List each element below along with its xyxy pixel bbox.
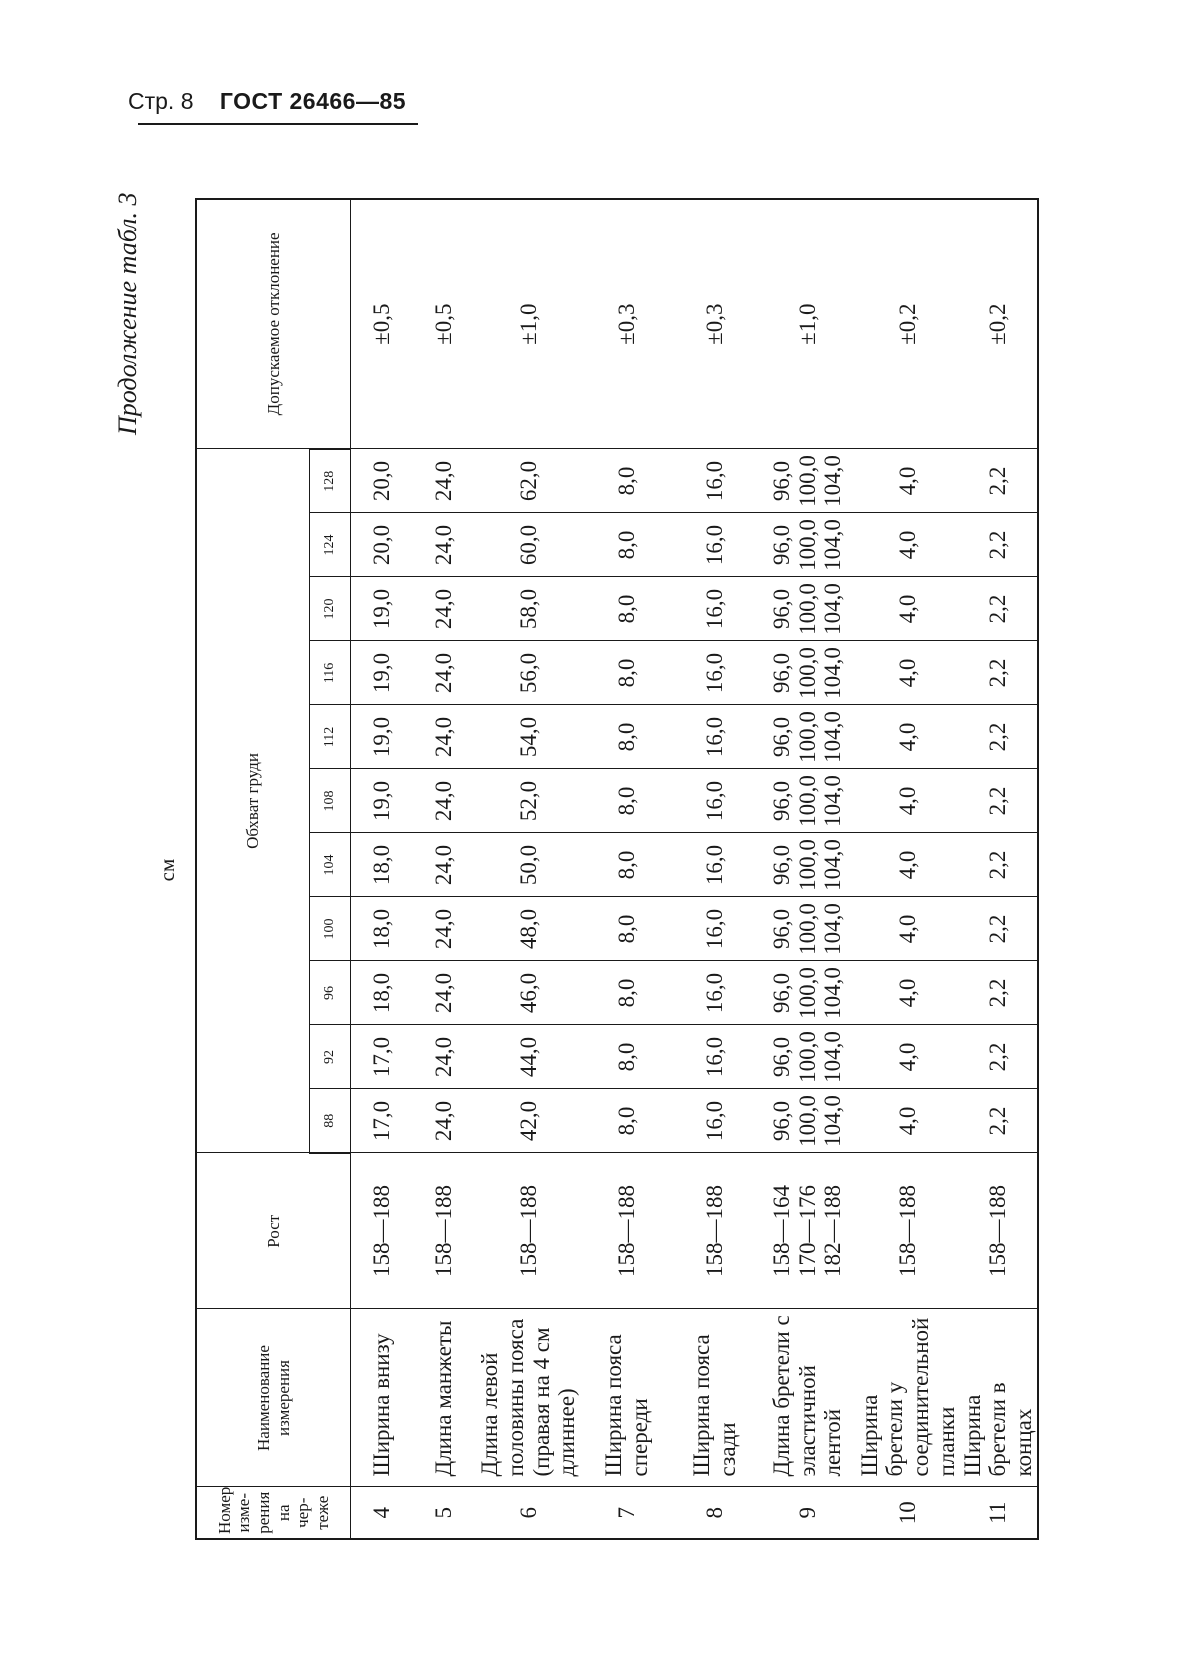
tolerance-value: ±0,3 (583, 199, 671, 449)
measurement-name: Ширина бретели в концах (960, 1309, 1038, 1487)
height-range: 158—164 170—176 182—188 (759, 1153, 857, 1309)
size-header: 120 (310, 577, 351, 641)
height-range: 158—188 (857, 1153, 960, 1309)
size-value: 2,2 (960, 833, 1038, 897)
size-value: 46,0 (475, 961, 583, 1025)
row-number: 4 (351, 1487, 413, 1539)
col-header-height: Рост (196, 1153, 351, 1309)
size-value: 2,2 (960, 961, 1038, 1025)
size-header: 108 (310, 769, 351, 833)
size-value: 56,0 (475, 641, 583, 705)
size-value: 16,0 (671, 449, 759, 513)
size-value: 96,0 100,0 104,0 (759, 833, 857, 897)
size-value: 4,0 (857, 769, 960, 833)
size-value: 4,0 (857, 641, 960, 705)
size-value: 8,0 (583, 897, 671, 961)
size-value: 4,0 (857, 897, 960, 961)
size-value: 24,0 (413, 1089, 475, 1153)
tolerance-value: ±0,2 (857, 199, 960, 449)
size-value: 18,0 (351, 897, 413, 961)
table-caption: Продолжение табл. 3 (113, 192, 142, 435)
size-value: 96,0 100,0 104,0 (759, 641, 857, 705)
size-value: 18,0 (351, 961, 413, 1025)
size-value: 44,0 (475, 1025, 583, 1089)
size-value: 16,0 (671, 833, 759, 897)
size-value: 96,0 100,0 104,0 (759, 1089, 857, 1153)
tolerance-value: ±1,0 (759, 199, 857, 449)
table-row (960, 199, 1038, 1539)
size-value: 60,0 (475, 513, 583, 577)
size-value: 19,0 (351, 641, 413, 705)
height-range: 158—188 (351, 1153, 413, 1309)
height-range: 158—188 (475, 1153, 583, 1309)
size-value: 18,0 (351, 833, 413, 897)
size-value: 2,2 (960, 641, 1038, 705)
size-value: 96,0 100,0 104,0 (759, 897, 857, 961)
header-rule (138, 123, 418, 125)
size-value: 96,0 100,0 104,0 (759, 449, 857, 513)
size-value: 16,0 (671, 513, 759, 577)
size-value: 19,0 (351, 577, 413, 641)
col-header-chest: Обхват груди (196, 449, 310, 1153)
row-number: 10 (857, 1487, 960, 1539)
size-value: 2,2 (960, 897, 1038, 961)
size-value: 19,0 (351, 769, 413, 833)
measurement-name: Длина левой половины пояса (правая на 4 см длиннее) (475, 1309, 583, 1487)
size-value: 17,0 (351, 1025, 413, 1089)
row-number: 9 (759, 1487, 857, 1539)
size-value: 96,0 100,0 104,0 (759, 513, 857, 577)
size-value: 4,0 (857, 705, 960, 769)
size-value: 4,0 (857, 961, 960, 1025)
size-value: 24,0 (413, 1025, 475, 1089)
row-number: 8 (671, 1487, 759, 1539)
size-value: 4,0 (857, 833, 960, 897)
size-value: 16,0 (671, 961, 759, 1025)
height-range: 158—188 (960, 1153, 1038, 1309)
size-value: 24,0 (413, 641, 475, 705)
size-value: 8,0 (583, 449, 671, 513)
measurement-name: Ширина бретели у соединительной планки (857, 1309, 960, 1487)
table-row (583, 199, 671, 1539)
standard-designation: ГОСТ 26466—85 (219, 88, 407, 114)
page-header (128, 88, 406, 120)
size-value: 20,0 (351, 449, 413, 513)
size-value: 2,2 (960, 1089, 1038, 1153)
size-header: 116 (310, 641, 351, 705)
measurement-name: Ширина внизу (351, 1309, 413, 1487)
size-value: 24,0 (413, 513, 475, 577)
table-row (475, 199, 583, 1539)
col-header-number: Номер измерения на чертеже (196, 1487, 351, 1539)
measurement-name: Длина манжеты (413, 1309, 475, 1487)
size-value: 42,0 (475, 1089, 583, 1153)
size-value: 96,0 100,0 104,0 (759, 577, 857, 641)
measurement-name: Ширина пояса сзади (671, 1309, 759, 1487)
size-value: 4,0 (857, 513, 960, 577)
size-value: 24,0 (413, 961, 475, 1025)
size-value: 8,0 (583, 833, 671, 897)
size-value: 16,0 (671, 1089, 759, 1153)
size-value: 19,0 (351, 705, 413, 769)
size-value: 52,0 (475, 769, 583, 833)
height-range: 158—188 (671, 1153, 759, 1309)
page-number: Стр. 8 (128, 88, 194, 114)
table-row (671, 199, 759, 1539)
table-row (857, 199, 960, 1539)
size-header: 100 (310, 897, 351, 961)
size-header: 92 (310, 1025, 351, 1089)
rotated-table-block (105, 192, 1045, 1540)
size-header: 128 (310, 449, 351, 513)
size-value: 2,2 (960, 449, 1038, 513)
size-value: 8,0 (583, 641, 671, 705)
size-header: 104 (310, 833, 351, 897)
size-value: 8,0 (583, 513, 671, 577)
size-value: 54,0 (475, 705, 583, 769)
tolerance-value: ±0,5 (413, 199, 475, 449)
tolerance-value: ±1,0 (475, 199, 583, 449)
size-value: 8,0 (583, 577, 671, 641)
table-row (351, 199, 413, 1539)
size-header: 96 (310, 961, 351, 1025)
size-value: 2,2 (960, 769, 1038, 833)
size-value: 16,0 (671, 577, 759, 641)
size-value: 96,0 100,0 104,0 (759, 1025, 857, 1089)
size-value: 24,0 (413, 705, 475, 769)
size-value: 8,0 (583, 769, 671, 833)
size-value: 24,0 (413, 833, 475, 897)
tolerance-value: ±0,5 (351, 199, 413, 449)
size-value: 20,0 (351, 513, 413, 577)
size-value: 58,0 (475, 577, 583, 641)
size-value: 48,0 (475, 897, 583, 961)
size-value: 17,0 (351, 1089, 413, 1153)
row-number: 7 (583, 1487, 671, 1539)
height-range: 158—188 (413, 1153, 475, 1309)
size-value: 8,0 (583, 1025, 671, 1089)
size-value: 16,0 (671, 705, 759, 769)
size-header: 112 (310, 705, 351, 769)
size-value: 4,0 (857, 577, 960, 641)
table-row (759, 199, 857, 1539)
measurement-name: Длина бретели с эластичной лентой (759, 1309, 857, 1487)
measurements-table (195, 198, 1039, 1540)
size-value: 16,0 (671, 769, 759, 833)
size-value: 24,0 (413, 897, 475, 961)
size-value: 2,2 (960, 577, 1038, 641)
size-value: 2,2 (960, 513, 1038, 577)
size-header: 88 (310, 1089, 351, 1153)
size-value: 8,0 (583, 705, 671, 769)
size-value: 8,0 (583, 1089, 671, 1153)
tolerance-value: ±0,2 (960, 199, 1038, 449)
measurement-name: Ширина пояса спереди (583, 1309, 671, 1487)
size-value: 16,0 (671, 897, 759, 961)
size-value: 2,2 (960, 1025, 1038, 1089)
row-number: 11 (960, 1487, 1038, 1539)
size-value: 96,0 100,0 104,0 (759, 961, 857, 1025)
size-header: 124 (310, 513, 351, 577)
unit-label: см (155, 858, 179, 882)
size-value: 50,0 (475, 833, 583, 897)
size-value: 24,0 (413, 577, 475, 641)
height-range: 158—188 (583, 1153, 671, 1309)
row-number: 5 (413, 1487, 475, 1539)
size-value: 62,0 (475, 449, 583, 513)
size-value: 96,0 100,0 104,0 (759, 769, 857, 833)
size-value: 4,0 (857, 1025, 960, 1089)
size-value: 8,0 (583, 961, 671, 1025)
row-number: 6 (475, 1487, 583, 1539)
size-value: 24,0 (413, 769, 475, 833)
size-value: 16,0 (671, 641, 759, 705)
tolerance-value: ±0,3 (671, 199, 759, 449)
size-value: 2,2 (960, 705, 1038, 769)
col-header-tolerance: Допускаемое отклонение (196, 199, 351, 449)
size-value: 4,0 (857, 449, 960, 513)
size-value: 24,0 (413, 449, 475, 513)
col-header-name: Наименование измерения (196, 1309, 351, 1487)
size-value: 4,0 (857, 1089, 960, 1153)
table-body (351, 199, 1038, 1539)
size-value: 96,0 100,0 104,0 (759, 705, 857, 769)
size-value: 16,0 (671, 1025, 759, 1089)
table-row (413, 199, 475, 1539)
